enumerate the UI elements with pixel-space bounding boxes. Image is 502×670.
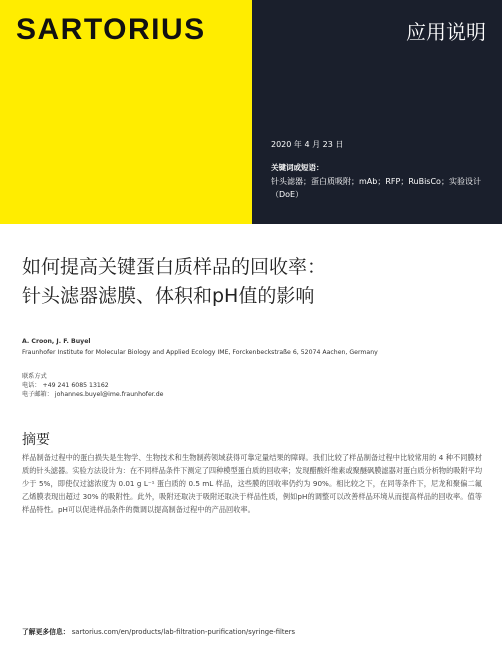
abstract-text: 样品制备过程中的蛋白损失是生物学、生物技术和生物制药领域获得可靠定量结果的障碍。我们比较了样品制备过程中比较常用的 4 种不同膜材质的针头滤器。实验方法设计为：在不同样品条件下测定了四种模型蛋白质的回收率；发现醋酸纤维素或聚醚砜膜滤器对蛋白质分析物的吸附平均少于 5%，即使仅过滤浓度为 0.01 g L⁻¹ 蛋白质的 0.5 mL 样品，这些膜的回收率仍约为 90%。相比较之下，在同等条件下，尼龙和聚偏二氟乙烯膜表现出超过 30% 的吸附性。此外，吸附还取决于吸附还取决于样品性质，例如pH的调整可以改善样品环境从而提高样品的回收率。值等样品特性。pH可以促进样品条件的微调以提高制备过程中的产品回收率。 bbox=[22, 453, 483, 514]
more-info-label: 了解更多信息： bbox=[22, 628, 70, 636]
keywords-text: 针头滤器；蛋白质吸附；mAb；RFP；RuBisCo；实验设计（DoE） bbox=[271, 177, 481, 199]
authors: A. Croon, J. F. Buyel bbox=[22, 338, 91, 345]
publication-date: 2020 年 4 月 23 日 bbox=[271, 140, 344, 149]
more-info-link[interactable]: sartorius.com/en/products/lab-filtration-purification/syringe-filters bbox=[71, 628, 296, 636]
sartorius-logo: SARTORIUS bbox=[16, 13, 206, 46]
contact-phone: 电话： +49 241 6085 13162 bbox=[22, 382, 109, 389]
keywords-label: 关键词或短语： bbox=[271, 163, 324, 172]
header-band bbox=[0, 0, 502, 224]
header-yellow-panel bbox=[0, 0, 252, 224]
contact-email: 电子邮箱： johannes.buyel@ime.fraunhofer.de bbox=[22, 391, 164, 398]
contact-label: 联系方式 bbox=[22, 373, 47, 380]
affiliation: Fraunhofer Institute for Molecular Biology and Applied Ecology IME, Forckenbeckstraße 6, 52074 Aachen, Germany bbox=[22, 349, 378, 356]
abstract-heading: 摘要 bbox=[22, 432, 50, 448]
title-line-2: 针头滤器滤膜、体积和pH值的影响 bbox=[22, 285, 315, 307]
more-info bbox=[22, 626, 295, 636]
header-dark-panel bbox=[252, 0, 502, 224]
page-title bbox=[22, 253, 492, 311]
title-line-1: 如何提高关键蛋白质样品的回收率： bbox=[22, 256, 327, 278]
document-type: 应用说明 bbox=[406, 20, 486, 44]
contact-block bbox=[22, 372, 163, 399]
